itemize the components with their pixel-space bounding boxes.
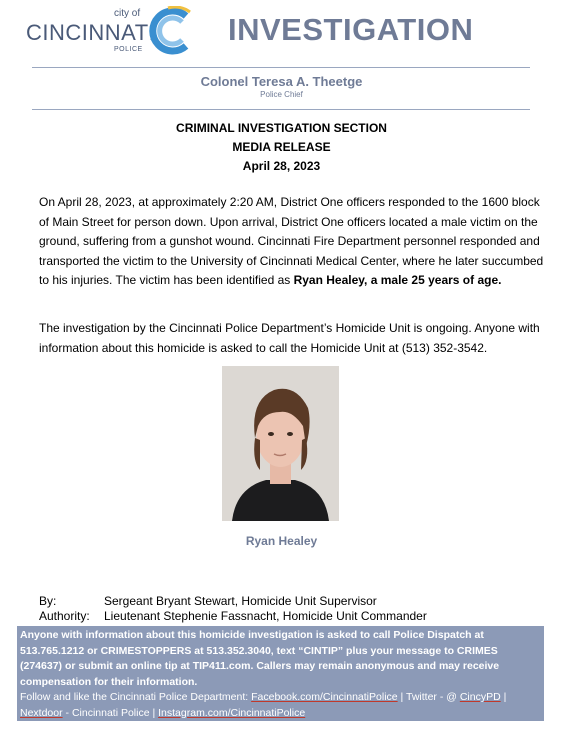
release-date: April 28, 2023 xyxy=(242,159,321,173)
photo-caption: Ryan Healey xyxy=(245,534,318,548)
chief-role: Police Chief xyxy=(260,90,303,99)
cincinnati-police-logo xyxy=(26,6,196,56)
logo-c-emblem-icon xyxy=(146,6,196,56)
incident-paragraph xyxy=(39,193,549,291)
instagram-link[interactable]: Instagram.com/CincinnatiPolice xyxy=(158,706,306,719)
incident-text: On April 28, 2023, at approximately 2:20 AM, District One officers responded to the 1600 block of Main Street for person down. Upon arrival, District One officers located a male victim on the ground, suffering from a gunshot wound. Cincinnati Fire Department personnel responded and transported the victim to the University of Cincinnati Medical Center, where he later succumbed to his injuries. The victim has been identified as xyxy=(39,195,544,287)
facebook-link[interactable]: Facebook.com/CincinnatiPolice xyxy=(251,691,398,703)
investigation-paragraph: The investigation by the Cincinnati Police Department’s Homicide Unit is ongoing. Anyone with information about this homicide is asked to call the Homicide Unit at (513) 352-3542. xyxy=(39,321,540,355)
authority-label: Authority: xyxy=(39,609,90,623)
release-type: MEDIA RELEASE xyxy=(232,140,331,154)
logo-police-text: POLICE xyxy=(114,46,143,53)
by-value: Sergeant Bryant Stewart, Homicide Unit Supervisor xyxy=(104,594,377,608)
chief-name: Colonel Teresa A. Theetge xyxy=(200,74,363,89)
by-label: By: xyxy=(39,594,57,608)
follow-text: Follow and like the Cincinnati Police Department: xyxy=(20,691,252,703)
victim-photo xyxy=(222,366,339,521)
victim-identity: Ryan Healey, a male 25 years of age. xyxy=(293,273,502,287)
separator-nextdoor: | xyxy=(500,691,507,703)
tip-footer xyxy=(17,626,544,721)
portrait-image xyxy=(222,366,339,521)
nextdoor-rest: - Cincinnati Police xyxy=(62,706,150,719)
separator-twitter: | Twitter - @ xyxy=(397,691,460,703)
chief-block xyxy=(0,74,563,99)
header-divider-bottom xyxy=(32,109,530,110)
page-title: INVESTIGATION xyxy=(228,12,474,47)
logo-city-name: CINCINNATI xyxy=(26,20,156,45)
header-divider-top xyxy=(32,67,530,68)
separator-instagram: | xyxy=(149,706,159,719)
tip-info-text: Anyone with information about this homicide investigation is asked to call Police Dispatch at 513.765.1212 or CRIMESTOPPERS at 513.352.3040, text “CINTIP” plus your message to CRIMES (274637) or submit an online tip at TIP411.com. Callers may remain anonymous and may receive compensation for their information. xyxy=(20,629,500,688)
twitter-handle[interactable]: CincyPD xyxy=(459,691,501,703)
nextdoor-link[interactable]: Nextdoor xyxy=(20,706,63,719)
logo-city-text: city of xyxy=(114,8,141,19)
release-heading xyxy=(0,119,563,176)
section-title: CRIMINAL INVESTIGATION SECTION xyxy=(176,121,387,135)
authority-value: Lieutenant Stephenie Fassnacht, Homicide Unit Commander xyxy=(104,609,427,623)
social-links xyxy=(20,690,541,721)
